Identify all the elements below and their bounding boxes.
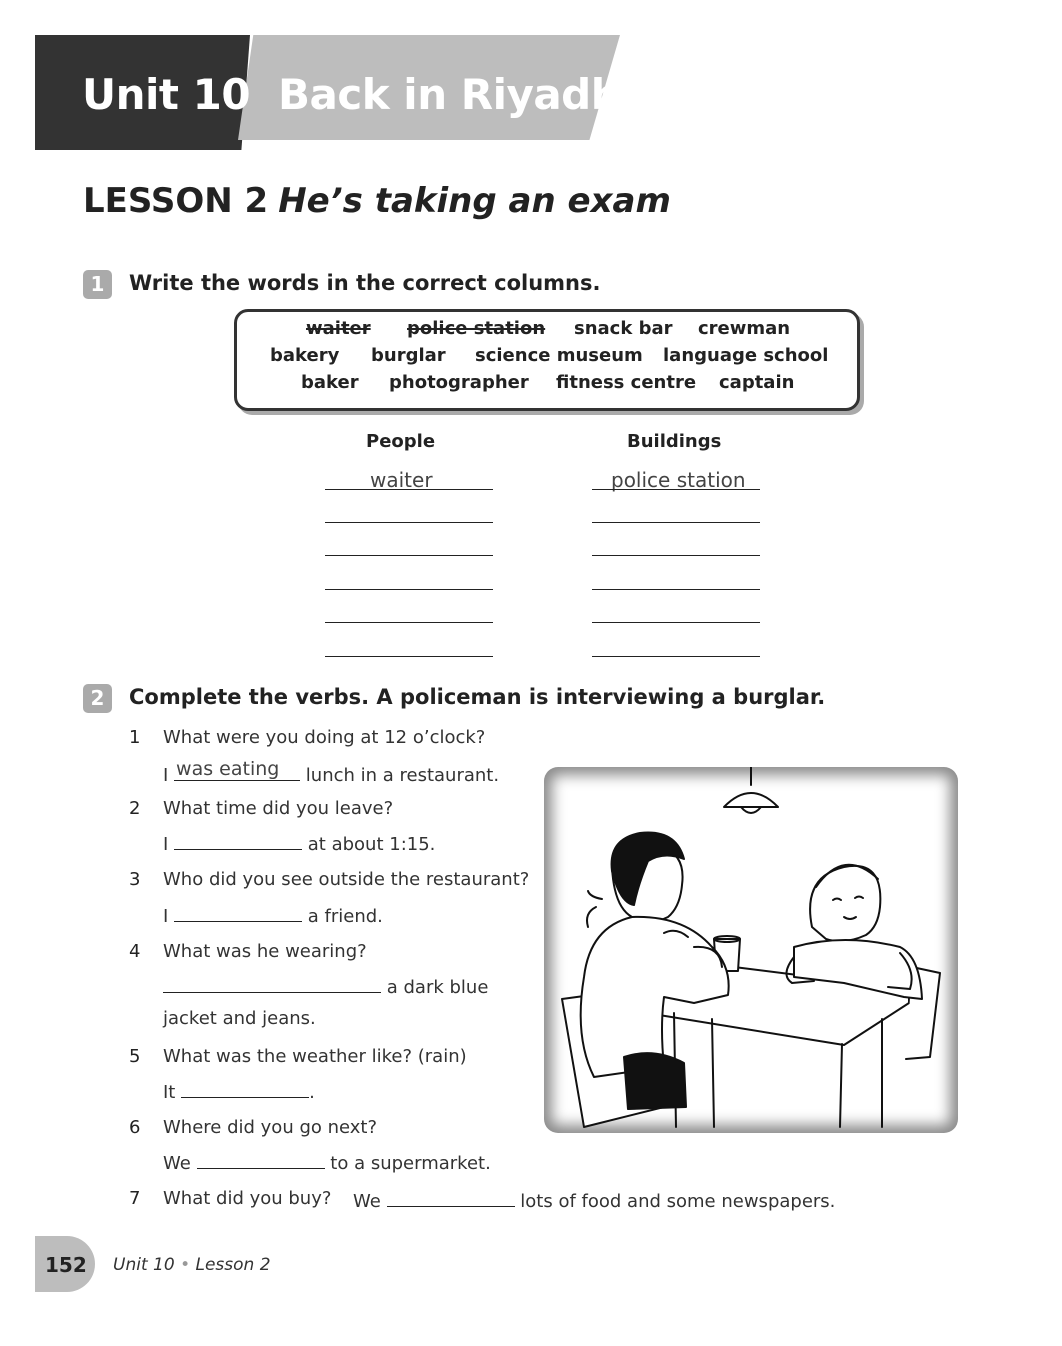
question-2-text: What time did you leave? [163,798,394,819]
word-burglar: burglar [371,345,446,366]
answer-4-blank[interactable] [163,974,381,993]
people-line-6[interactable] [325,656,493,657]
unit-title: Back in Riyadh [278,70,621,119]
answer-2-pre: I [163,834,169,855]
answer-7-post: lots of food and some newspapers. [520,1191,836,1212]
answer-3-blank[interactable] [174,903,302,922]
motion-lines [587,891,602,927]
answer-1-blank[interactable] [174,760,300,781]
question-3-text: Who did you see outside the restaurant? [163,869,530,890]
word-police-station: police station [407,318,546,339]
question-7-text: What did you buy? [163,1188,332,1209]
example-answer-people: waiter [370,468,433,492]
question-2-number: 2 [129,798,141,819]
question-5-number: 5 [129,1046,141,1067]
buildings-line-6[interactable] [592,656,760,657]
question-4-number: 4 [129,941,141,962]
question-4-text: What was he wearing? [163,941,367,962]
answer-3-line [163,903,383,927]
word-language-school: language school [663,345,829,366]
word-photographer: photographer [389,372,529,393]
lamp-shade [724,793,778,807]
people-line-3[interactable] [325,555,493,556]
answer-5-blank[interactable] [181,1079,309,1098]
table-leg-3 [840,1044,842,1127]
answer-4-post: a dark blue [386,977,489,998]
answer-5-pre: It [163,1082,176,1103]
answer-1-example: was eating [176,758,280,780]
buildings-line-4[interactable] [592,589,760,590]
answer-6-line [163,1150,491,1174]
word-snack-bar: snack bar [574,318,673,339]
interview-illustration [544,767,958,1133]
answer-3-post: a friend. [307,906,383,927]
word-bakery: bakery [270,345,340,366]
column-heading-people: People [366,431,436,452]
answer-7-blank[interactable] [387,1188,515,1207]
answer-4-line [163,974,488,998]
answer-5-post: . [309,1082,315,1103]
answer-2-blank[interactable] [174,831,302,850]
policeman-leg [624,1053,686,1109]
word-science-museum: science museum [475,345,643,366]
page-number: 152 [45,1253,87,1277]
answer-7-line [353,1188,835,1212]
buildings-line-2[interactable] [592,522,760,523]
answer-3-pre: I [163,906,169,927]
exercise-1-number: 1 [83,270,112,299]
word-crewman: crewman [698,318,791,339]
answer-5-line [163,1079,315,1103]
buildings-line-5[interactable] [592,622,760,623]
people-line-4[interactable] [325,589,493,590]
word-fitness-centre: fitness centre [556,372,697,393]
question-6-text: Where did you go next? [163,1117,378,1138]
example-answer-buildings: police station [611,468,746,492]
buildings-line-1[interactable] [592,489,760,490]
answer-4-continuation: jacket and jeans. [163,1008,316,1029]
answer-1-line [163,760,499,786]
answer-6-post: to a supermarket. [330,1153,491,1174]
interview-drawing [544,767,958,1133]
exercise-2-number: 2 [83,684,112,713]
answer-6-blank[interactable] [197,1150,325,1169]
unit-label: Unit 10 [82,70,251,119]
word-captain: captain [719,372,795,393]
question-1-number: 1 [129,727,141,748]
answer-7-pre: We [353,1191,381,1212]
footer-unit: Unit 10 [113,1255,175,1275]
footer-separator: • [180,1255,191,1275]
lesson-label: LESSON 2 [83,181,269,221]
people-line-1[interactable] [325,489,493,490]
question-6-number: 6 [129,1117,141,1138]
answer-2-line [163,831,435,855]
table-leg-2 [712,1019,714,1127]
question-5-text: What was the weather like? (rain) [163,1046,467,1067]
column-heading-buildings: Buildings [627,431,722,452]
answer-1-post: lunch in a restaurant. [305,765,500,786]
exercise-2-instruction: Complete the verbs. A policeman is interviewing a burglar. [129,685,826,709]
footer-lesson: Lesson 2 [195,1255,271,1275]
answer-6-pre: We [163,1153,191,1174]
word-baker: baker [301,372,359,393]
footer-label [113,1255,271,1275]
exercise-1-instruction: Write the words in the correct columns. [129,271,601,295]
people-line-5[interactable] [325,622,493,623]
question-1-text: What were you doing at 12 o’clock? [163,727,486,748]
people-line-2[interactable] [325,522,493,523]
buildings-line-3[interactable] [592,555,760,556]
lesson-heading [83,181,671,221]
question-3-number: 3 [129,869,141,890]
answer-1-pre: I [163,765,169,786]
answer-2-post: at about 1:15. [307,834,436,855]
question-7-number: 7 [129,1188,141,1209]
word-waiter: waiter [306,318,371,339]
lesson-title: He’s taking an exam [278,181,671,221]
burglar-head [810,866,880,941]
